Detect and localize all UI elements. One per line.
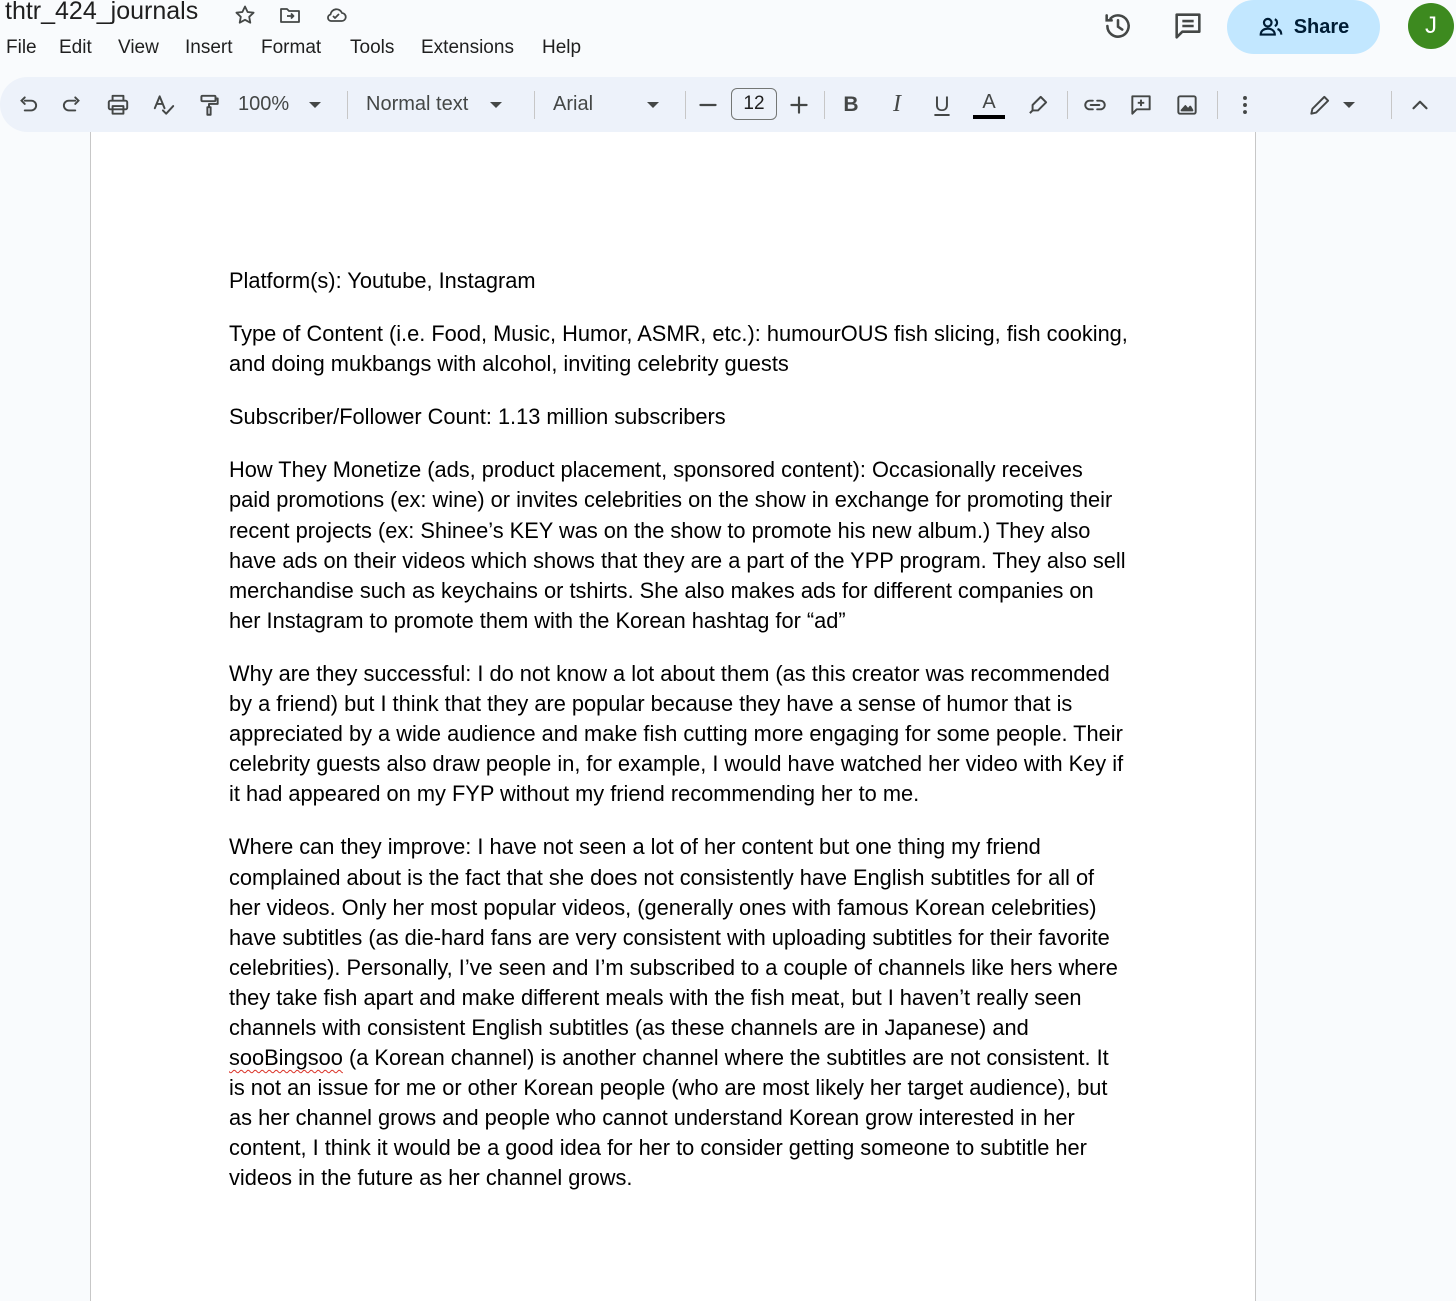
spellcheck-icon[interactable]	[148, 77, 180, 132]
text-color-swatch	[973, 115, 1005, 119]
italic-button[interactable]	[882, 77, 912, 132]
toolbar-divider	[1217, 91, 1218, 119]
paragraph-monetize: How They Monetize (ads, product placement, sponsored content): Occasionally receives paid promotions (ex: wine) or invites celebrities on the show in exchange for promoting their recent projects (ex: Shinee’s KEY was on the show to promote his new album.) They also have ads on their videos which shows that they are a part of the YPP program. They also sell merchandise such as keychains or tshirts. She also makes ads for different companies on her Instagram to promote them with the Korean hashtag for “ad”	[229, 457, 1126, 633]
document-canvas	[0, 132, 1456, 1301]
font-family-select[interactable]	[553, 77, 671, 132]
paragraph-improve-text-1: Where can they improve: I have not seen a lot of her content but one thing my friend complained about is the fact that she does not consistently have English subtitles for all of her videos. Only her most popular videos, (generally ones with famous Korean celebrities) have subtitles (as die-hard fans are very consistent with uploading subtitles for their favorite celebrities). Personally, I’ve seen and I’m subscribed to a couple of channels like hers where they take fish apart and make different meals with the fish meat, but I haven’t really seen channels with consistent English subtitles (as these channels are in Japanese) and	[229, 834, 1118, 1040]
bold-button[interactable]	[836, 77, 866, 132]
toolbar-divider	[347, 91, 348, 119]
paragraph-style-select[interactable]	[366, 77, 522, 132]
version-history-icon[interactable]	[1098, 6, 1138, 46]
font-size-input[interactable]	[731, 88, 777, 120]
menu-view[interactable]: View	[118, 37, 159, 58]
bold-label: B	[843, 92, 859, 116]
paragraph-improve-text-2: (a Korean channel) is another channel where the subtitles are not consistent. It is not an issue for me or other Korean people (who are most likely her target audience), but as her channel grows and people who cannot understand Korean grow interested in her content, I think it would be a good idea for her to consider getting someone to subtitle her videos in the future as her channel grows.	[229, 1045, 1109, 1191]
document-title[interactable]: thtr_424_journals	[5, 0, 199, 25]
move-folder-icon[interactable]	[277, 2, 303, 28]
toolbar-divider	[534, 91, 535, 119]
minus-icon[interactable]	[694, 77, 722, 132]
plus-icon[interactable]	[785, 77, 813, 132]
menu-extensions[interactable]: Extensions	[421, 37, 514, 58]
title-bar	[0, 0, 1456, 76]
chevron-down-icon	[647, 102, 659, 108]
toolbar-divider	[1067, 91, 1068, 119]
redo-icon[interactable]	[56, 77, 88, 132]
undo-icon[interactable]	[12, 77, 44, 132]
paragraph-subscriber-count: Subscriber/Follower Count: 1.13 million subscribers	[229, 404, 726, 430]
share-people-icon	[1258, 14, 1284, 40]
paragraph-success: Why are they successful: I do not know a lot about them (as this creator was recommended by a friend) but I think that they are popular because they have a sense of humor that is appreciated by a wide audience and make fish cutting more engaging for some people. Their celebrity guests also draw people in, for example, I would have watched her video with Key if it had appeared on my FYP without my friend recommending her to me.	[229, 660, 1124, 807]
toolbar	[0, 77, 1456, 132]
menu-edit[interactable]: Edit	[59, 37, 92, 58]
italic-label: I	[893, 91, 901, 117]
misspelled-word[interactable]: sooBingsoo	[229, 1045, 343, 1071]
paragraph-content-type: Type of Content (i.e. Food, Music, Humor, ASMR, etc.): humourOUS fish slicing, fish cooking, and doing mukbangs with alcohol, inviting celebrity guests	[229, 321, 1128, 377]
cloud-status-icon[interactable]	[323, 2, 349, 28]
star-icon[interactable]	[232, 2, 258, 28]
highlighter-icon[interactable]	[1022, 77, 1054, 132]
zoom-select[interactable]	[238, 77, 336, 132]
chevron-down-icon	[490, 102, 502, 108]
share-label: Share	[1293, 15, 1350, 38]
document-body[interactable]	[229, 266, 1129, 1217]
editing-mode-select[interactable]	[1302, 77, 1360, 132]
toolbar-divider	[685, 91, 686, 119]
more-vert-icon[interactable]	[1230, 77, 1260, 132]
menu-tools[interactable]: Tools	[350, 37, 395, 58]
menu-format[interactable]: Format	[261, 37, 322, 58]
share-button[interactable]	[1227, 0, 1380, 54]
chevron-up-icon[interactable]	[1404, 77, 1436, 132]
zoom-value: 100%	[238, 93, 290, 115]
chevron-down-icon	[309, 102, 321, 108]
paint-format-icon[interactable]	[193, 77, 225, 132]
paragraph-platforms: Platform(s): Youtube, Instagram	[229, 268, 536, 293]
image-icon[interactable]	[1171, 77, 1203, 132]
avatar[interactable]: J	[1408, 3, 1454, 49]
pencil-icon	[1307, 92, 1333, 118]
underline-button[interactable]	[927, 77, 957, 132]
text-color-button[interactable]	[972, 77, 1006, 132]
menu-help[interactable]: Help	[542, 37, 582, 58]
font-family-value: Arial	[553, 93, 594, 115]
text-color-label: A	[982, 91, 996, 113]
paragraph-style-value: Normal text	[366, 93, 469, 115]
underline-label: U	[934, 92, 950, 116]
menu-file[interactable]: File	[6, 37, 37, 58]
toolbar-divider	[1391, 91, 1392, 119]
document-page[interactable]	[90, 132, 1256, 1301]
menu-insert[interactable]: Insert	[185, 37, 233, 58]
comments-icon[interactable]	[1168, 6, 1208, 46]
link-icon[interactable]	[1079, 77, 1111, 132]
add-comment-icon[interactable]	[1125, 77, 1157, 132]
toolbar-divider	[824, 91, 825, 119]
print-icon[interactable]	[102, 77, 134, 132]
paragraph-improve	[229, 832, 1129, 1193]
chevron-down-icon	[1343, 102, 1355, 108]
